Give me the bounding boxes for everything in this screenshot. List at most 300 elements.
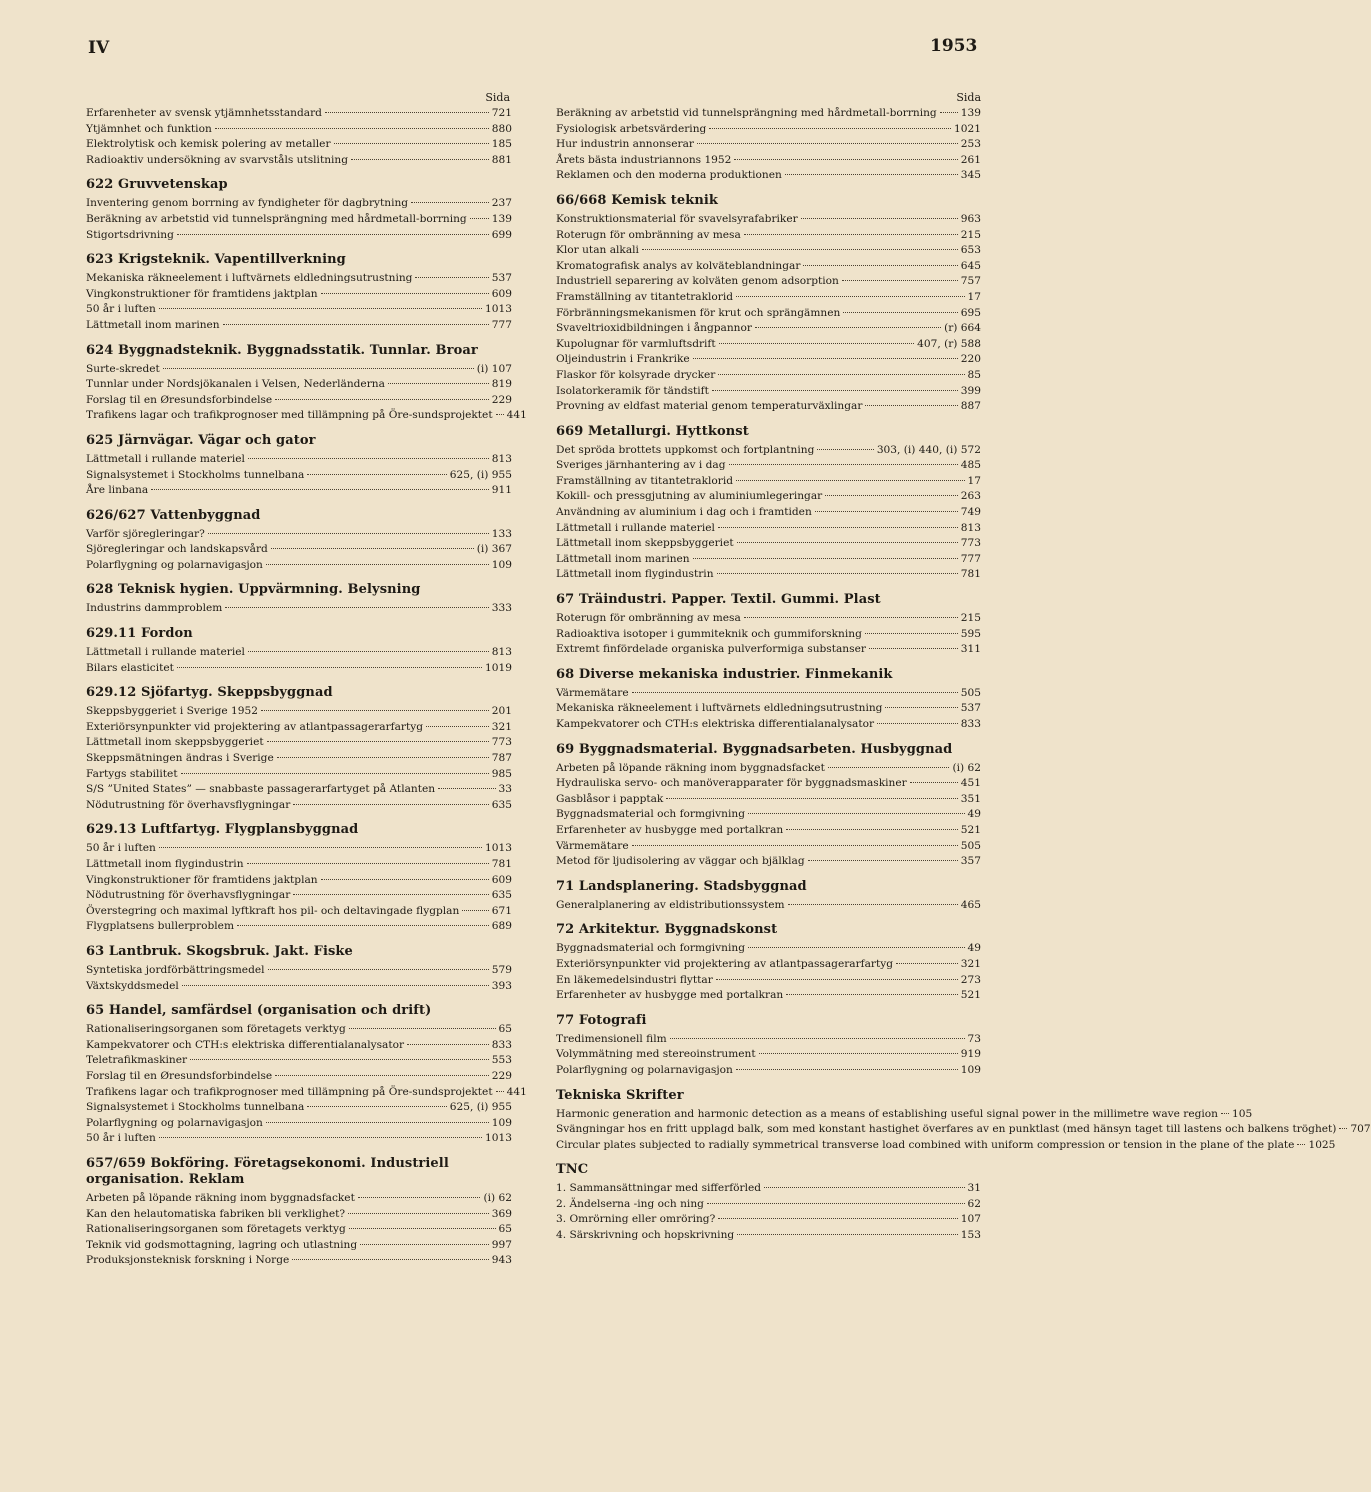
index-entry [556,505,981,521]
entry-page: 943 [491,1254,512,1267]
section-title: 67 Träindustri. Papper. Textil. Gummi. Plast [556,592,881,608]
entry-title: Lättmetall inom skeppsbyggeriet [556,537,734,550]
entry-page: 881 [491,153,512,166]
entry-page: 393 [491,979,512,992]
entry-page: 62 [967,1197,981,1210]
entry-title: Värmemätare [556,839,629,852]
entry-page: 85 [967,368,981,381]
entry-title: Åre linbana [86,484,149,497]
entry-page: 773 [960,537,981,550]
entry-title: Konstruktionsmaterial för svavelsyrafabriker [556,212,798,225]
dot-leader [407,1044,489,1045]
index-section [556,193,981,415]
entry-page: 229 [491,393,512,406]
index-entry [556,384,981,400]
entry-title: Elektrolytisk och kemisk polering av metaller [86,138,331,151]
entry-title: Klor utan alkali [556,244,639,257]
dot-leader [755,327,941,328]
index-entry [556,823,981,839]
entry-page: 49 [967,942,981,955]
index-entry [556,1138,1336,1154]
section-title: 625 Järnvägar. Vägar och gator [86,432,316,448]
entry-page: 781 [491,858,512,870]
index-entry [86,558,512,574]
entry-title: Skeppsbyggeriet i Sverige 1952 [86,705,258,718]
entry-title: Fysiologisk arbetsvärdering [556,122,707,135]
entry-page: 553 [491,1054,512,1067]
dot-leader [496,414,504,415]
entry-title: Hur industrin annonserar [556,138,694,151]
dot-leader [351,159,489,160]
dot-leader [321,879,489,880]
dot-leader [271,548,474,549]
index-entry [556,106,981,122]
dot-leader [718,527,958,528]
entry-title: Metod för ljudisolering av väggar och bjälklag [556,855,805,868]
entry-title: Reklamen och den moderna produktionen [556,169,782,182]
entry-title: Beräkning av arbetstid vid tunnelsprängning med hårdmetall-borrning [556,107,937,119]
index-section [86,252,512,333]
entry-page: 399 [960,384,981,397]
index-entry [556,321,981,337]
index-entry [86,106,512,122]
index-entry [556,941,981,957]
dot-leader [817,449,873,450]
dot-leader [1339,1128,1347,1129]
index-entry [556,1107,1253,1123]
index-entry [86,645,512,661]
entry-page: 880 [491,122,512,135]
section-title: Tekniska Skrifter [556,1087,684,1103]
section-title: 65 Handel, samfärdsel (organisation och drift) [86,1003,432,1019]
entry-page: 887 [960,400,981,413]
entry-title: Radioaktiva isotoper i gummiteknik och gummiforskning [556,627,862,640]
entry-page: 653 [960,244,981,257]
index-entry [556,443,981,459]
dot-leader [642,249,958,250]
entry-page: 273 [960,973,981,986]
index-entry [556,988,981,1004]
index-entry [556,792,981,808]
entry-title: En läkemedelsindustri flyttar [556,973,713,986]
entry-page: (i) 62 [483,1191,512,1204]
index-entry [86,1253,512,1269]
entry-page: 109 [960,1063,981,1076]
entry-title: Generalplanering av eldistributionssystem [556,898,785,911]
index-entry [86,904,512,920]
entry-title: Lättmetall i rullande materiel [86,452,245,465]
entry-title: Kromatografisk analys av kolväteblandningar [556,259,801,272]
dot-leader [744,617,958,618]
entry-page: 229 [491,1069,512,1082]
entry-page: 220 [960,353,981,366]
entry-title: Byggnadsmaterial och formgivning [556,808,745,821]
index-section [556,879,981,914]
entry-title: Tredimensionell film [556,1032,667,1045]
index-entry [556,611,981,627]
entry-page: 261 [960,153,981,166]
entry-page: 963 [960,212,981,225]
entry-title: Lättmetall i rullande materiel [86,646,245,659]
entry-title: Harmonic generation and harmonic detection as a means of establishing useful signal power in the millimetre wave region [556,1107,1218,1120]
dot-leader [159,847,482,848]
entry-title: Sjöregleringar och landskapsvård [86,543,268,556]
entry-page: 757 [960,275,981,288]
dot-leader [151,489,489,490]
dot-leader [307,1106,446,1107]
entry-title: 50 år i luften [86,842,156,855]
entry-page: 369 [491,1207,512,1220]
entry-title: Nödutrustning för överhavsflygningar [86,798,291,811]
entry-title: Lättmetall i rullande materiel [556,521,715,534]
entry-title: 50 år i luften [86,1132,156,1145]
entry-title: Nödutrustning för överhavsflygningar [86,889,291,902]
entry-title: Lättmetall inom skeppsbyggeriet [86,736,264,749]
index-entry [556,1197,981,1213]
entry-page: 537 [960,702,981,715]
entry-page: 201 [491,705,512,718]
entry-title: Kan den helautomatiska fabriken bli verklighet? [86,1207,346,1220]
entry-page: 787 [491,752,512,765]
entry-page: 911 [491,484,512,497]
section-title: 629.11 Fordon [86,626,193,642]
dot-leader [697,143,958,144]
entry-title: Syntetiska jordförbättringsmedel [86,963,265,976]
entry-page: 1021 [954,122,981,135]
index-entry [86,1053,512,1069]
index-entry [556,1063,981,1079]
dot-leader [709,128,951,129]
entry-page: 819 [491,378,512,391]
left-column [86,90,527,1278]
index-entry [556,1032,981,1048]
entry-title: Växtskyddsmedel [86,979,179,992]
dot-leader [426,726,489,727]
section-title: 622 Gruvvetenskap [86,177,228,193]
dot-leader [348,1213,489,1214]
dot-leader [632,845,958,846]
index-entry [556,137,981,153]
entry-page: 997 [491,1238,512,1251]
index-entry [86,377,512,393]
index-entry [556,701,981,717]
section-title: 72 Arkitektur. Byggnadskonst [556,922,778,938]
entry-page: 451 [960,777,981,790]
entry-page: 721 [491,107,512,119]
entry-title: Surte-skredet [86,362,160,375]
index-entry [86,888,512,904]
dot-leader [718,374,964,375]
index-entry [556,686,981,702]
entry-title: Kampekvatorer och CTH:s elektriska differentialanalysator [86,1038,405,1051]
entry-title: Forslag til en Øresundsforbindelse [86,393,273,406]
dot-leader [736,480,964,481]
index-entry [86,1131,512,1147]
entry-page: 441 [506,409,527,422]
entry-page: 521 [960,823,981,836]
index-entry [556,368,981,384]
entry-title: Polarflygning og polarnavigasjon [556,1063,733,1076]
entry-page: 351 [960,792,981,805]
entry-title: Polarflygning og polarnavigasjon [86,558,263,571]
index-entry [556,153,981,169]
dot-leader [693,358,958,359]
dot-leader [292,1259,489,1260]
entry-page: 49 [967,808,981,821]
dot-leader [349,1228,496,1229]
dot-leader [801,218,958,219]
entry-page: 321 [960,957,981,970]
entry-title: Kokill- och pressgjutning av aluminiumlegeringar [556,490,823,503]
entry-title: Stigortsdrivning [86,228,174,241]
dot-leader [736,296,964,297]
dot-leader [785,174,958,175]
index-entry [556,399,981,415]
entry-page: 465 [960,898,981,911]
index-entry [556,228,981,244]
entry-title: Framställning av titantetraklorid [556,474,734,487]
entry-page: 635 [491,798,512,811]
entry-page: 321 [491,720,512,733]
entry-page: 215 [960,612,981,625]
index-entry [86,873,512,889]
entry-title: Oljeindustrin i Frankrike [556,353,690,366]
index-entry [556,717,981,733]
dot-leader [261,710,489,711]
entry-title: Skeppsmätningen ändras i Sverige [86,752,274,765]
section-title: 68 Diverse mekaniska industrier. Finmekanik [556,666,893,682]
index-entry [86,1100,512,1116]
entry-page: 1019 [485,661,512,674]
entry-title: Byggnadsmaterial och formgivning [556,942,745,955]
entry-page: 333 [491,602,512,615]
index-entry [86,704,512,720]
entry-title: Kampekvatorer och CTH:s elektriska differentialanalysator [556,718,875,730]
index-entry [86,1191,512,1207]
dot-leader [325,112,489,113]
index-section [556,424,981,583]
entry-page: 253 [960,138,981,151]
index-entry [556,458,981,474]
index-section [86,1156,512,1269]
entry-title: Signalsystemet i Stockholms tunnelbana [86,468,305,481]
dot-leader [293,894,488,895]
entry-title: Svaveltrioxidbildningen i ångpannor [556,322,752,335]
entry-title: Tunnlar under Nordsjökanalen i Velsen, Nederländerna [86,378,385,391]
entry-title: Rationaliseringsorganen som företagets verktyg [86,1223,346,1236]
index-entry [556,1181,981,1197]
dot-leader [786,829,958,830]
index-section [556,106,981,184]
index-section [86,685,512,813]
dot-leader [182,985,489,986]
index-entry [86,196,512,212]
dot-leader [225,607,488,608]
entry-page: 407, (r) 588 [917,337,981,350]
index-entry [556,489,981,505]
dot-leader [349,1028,496,1029]
entry-page: 1013 [485,1132,512,1145]
entry-page: 1013 [485,303,512,316]
index-section [86,626,512,676]
entry-page: 215 [960,228,981,241]
entry-title: Svängningar hos en fritt upplagd balk, som med konstant hastighet överfares av en punktlast (med hänsyn taget till lastens och balkens tröghet) [556,1123,1337,1136]
dot-leader [358,1197,481,1198]
entry-page: 813 [491,452,512,465]
entry-title: Trafikens lagar och trafikprognoser med tillämpning på Öre-sundsprojektet [86,409,493,422]
index-section [86,822,512,935]
entry-page: 749 [960,506,981,519]
entry-title: Extremt finfördelade organiska pulverformiga substanser [556,643,866,656]
entry-page: 699 [491,228,512,241]
entry-title: Isolatorkeramik för tändstift [556,384,709,397]
entry-page: 773 [491,736,512,749]
sida-label-left: Sida [485,91,510,104]
entry-page: (r) 664 [944,322,981,335]
index-entry [86,735,512,751]
entry-page: 357 [960,855,981,868]
year-header: 1953 [930,36,978,56]
index-entry [86,798,512,814]
index-entry [556,474,981,490]
dot-leader [717,573,958,574]
entry-title: Radioaktiv undersökning av svarvståls utslitning [86,153,349,166]
index-entry [86,1022,512,1038]
entry-page: 985 [491,767,512,780]
entry-title: Överstegring och maximal lyftkraft hos pil- och deltavingade flygplan [86,904,460,917]
index-entry [556,352,981,368]
dot-leader [293,804,488,805]
entry-title: Hydrauliska servo- och manöverapparater för byggnadsmaskiner [556,777,907,790]
index-entry [556,1122,1371,1138]
index-entry [86,1069,512,1085]
entry-title: Inventering genom borrning av fyndigheter för dagbrytning [86,197,409,210]
section-title: 629.12 Sjöfartyg. Skeppsbyggnad [86,685,333,701]
dot-leader [248,651,489,652]
dot-leader [266,1122,489,1123]
index-entry [86,919,512,935]
index-entry [556,854,981,870]
index-entry [86,527,512,543]
index-entry [556,306,981,322]
entry-title: Polarflygning og polarnavigasjon [86,1116,263,1129]
dot-leader [865,405,957,406]
dot-leader [825,495,958,496]
entry-page: (i) 62 [952,761,981,774]
dot-leader [321,293,489,294]
index-entry [556,1212,981,1228]
entry-title: Rationaliseringsorganen som företagets verktyg [86,1023,346,1036]
section-title: TNC [556,1162,589,1178]
entry-title: Lättmetall inom flygindustrin [556,568,714,581]
entry-title: Varför sjöregleringar? [86,527,205,540]
dot-leader [215,128,489,129]
index-entry [86,362,512,378]
index-section [556,1013,981,1079]
index-entry [556,212,981,228]
index-entry [556,337,981,353]
index-entry [556,168,981,184]
entry-page: 609 [491,287,512,300]
section-title: 623 Krigsteknik. Vapentillverkning [86,252,346,268]
entry-title: Förbränningsmekanismen för krut och sprängämnen [556,306,841,319]
dot-leader [438,788,495,789]
dot-leader [1297,1144,1305,1145]
dot-leader [693,558,958,559]
index-entry [556,898,981,914]
entry-page: 153 [960,1229,981,1242]
entry-page: 237 [491,197,512,210]
index-entry [86,782,512,798]
dot-leader [869,648,958,649]
dot-leader [865,633,958,634]
dot-leader [208,533,489,534]
entry-page: 625, (i) 955 [449,468,512,481]
dot-leader [470,218,489,219]
entry-page: 1013 [485,842,512,855]
entry-title: Kupolugnar för varmluftsdrift [556,337,716,350]
index-entry [86,1222,512,1238]
entry-page: (i) 367 [476,543,512,556]
index-entry [556,807,981,823]
entry-title: Forslag til en Øresundsforbindelse [86,1069,273,1082]
entry-title: Arbeten på löpande räkning inom byggnadsfacket [556,761,825,774]
dot-leader [803,265,957,266]
entry-page: 31 [967,1182,981,1195]
index-entry [86,452,512,468]
dot-leader [266,564,489,565]
dot-leader [496,1091,504,1092]
dot-leader [237,925,489,926]
index-section [86,433,512,499]
index-entry [86,122,512,138]
index-entry [86,1085,527,1101]
index-entry [86,212,512,228]
entry-page: 689 [491,920,512,933]
right-column [556,90,1371,1253]
entry-title: Teknik vid godsmottagning, lagring och utlastning [86,1238,358,1251]
dot-leader [223,324,489,325]
dot-leader [247,863,489,864]
entry-page: 813 [491,646,512,659]
dot-leader [737,1234,958,1235]
entry-page: 107 [960,1213,981,1226]
index-entry [86,963,512,979]
index-entry [86,661,512,677]
entry-title: Industrins dammproblem [86,602,223,615]
index-section [556,1087,1371,1154]
dot-leader [842,280,958,281]
entry-title: Arbeten på löpande räkning inom byggnadsfacket [86,1191,355,1204]
index-entry [556,274,981,290]
index-entry [556,290,981,306]
section-title: 63 Lantbruk. Skogsbruk. Jakt. Fiske [86,943,353,959]
dot-leader [910,782,958,783]
entry-title: Erfarenheter av husbygge med portalkran [556,989,784,1002]
dot-leader [267,741,489,742]
entry-page: 65 [498,1223,512,1236]
index-entry [86,542,512,558]
index-entry [556,957,981,973]
dot-leader [896,963,958,964]
dot-leader [828,767,950,768]
index-entry [86,228,512,244]
entry-title: Lättmetall inom flygindustrin [86,858,244,870]
entry-title: Bilars elasticitet [86,661,174,674]
dot-leader [748,947,965,948]
index-section [86,944,512,994]
index-section [86,106,512,168]
